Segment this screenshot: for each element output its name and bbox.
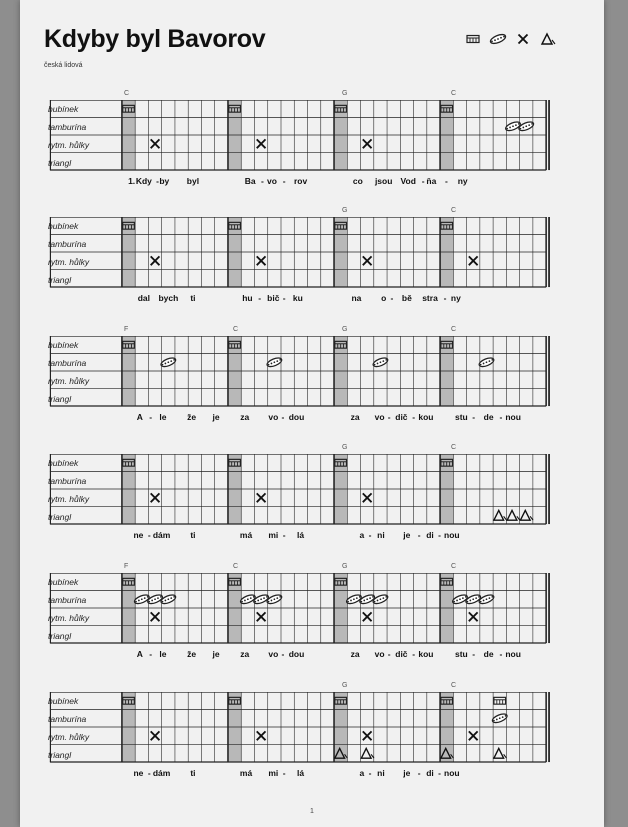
tambourine-note-icon [491, 712, 508, 724]
lyric-syllable: za [350, 412, 360, 422]
tambourine-note-icon [478, 356, 495, 368]
cross-note-icon [151, 612, 160, 621]
lyric-syllable: mi [268, 768, 279, 778]
lyric-syllable: je [403, 768, 411, 778]
lyric-syllable: Vod [400, 176, 416, 186]
lyric-syllable: rov [293, 176, 308, 186]
lyric-syllable: má [239, 768, 253, 778]
lyric-syllable: - [282, 176, 286, 186]
tambourine-note-icon [160, 356, 177, 368]
lyric-syllable: - [147, 530, 151, 540]
instrument-label: bubínek [48, 104, 79, 114]
legend-drum-icon [467, 36, 479, 43]
tambourine-note-icon [160, 593, 177, 605]
lyric-syllable: stra [422, 293, 438, 303]
lyric-syllable: - [499, 412, 503, 422]
cross-note-icon [363, 493, 372, 502]
lyric-syllable: - [281, 412, 285, 422]
lyric-syllable: byl [186, 176, 200, 186]
tambourine-note-icon [133, 593, 150, 605]
lyric-syllable: - [282, 768, 286, 778]
lyric-syllable: mi [268, 530, 279, 540]
cross-note-icon [469, 256, 478, 265]
lyric-syllable: - [149, 412, 153, 422]
instrument-label: rytm. hůlky [48, 140, 90, 150]
instrument-label: triangl [48, 158, 72, 168]
lyric-syllable: - [147, 768, 151, 778]
lyrics-line [44, 176, 558, 190]
legend-triangle-icon [542, 34, 555, 44]
lyric-syllable: di [426, 768, 434, 778]
lyric-syllable: vo [266, 176, 277, 186]
lyric-syllable: za [240, 649, 250, 659]
instrument-label: tamburína [48, 122, 87, 132]
lyric-syllable: ti [190, 530, 196, 540]
rhythm-grid [44, 336, 554, 408]
lyrics-line [44, 530, 558, 544]
triangle-note-icon [361, 748, 374, 758]
rhythm-grid [44, 100, 554, 172]
lyric-syllable: le [159, 649, 167, 659]
lyric-syllable: vo [374, 412, 385, 422]
lyric-syllable: - [412, 649, 416, 659]
lyric-syllable: de [483, 649, 494, 659]
cross-note-icon [257, 139, 266, 148]
lyric-syllable: dou [288, 412, 305, 422]
instrument-label: bubínek [48, 221, 79, 231]
lyric-syllable: - [281, 649, 285, 659]
lyric-syllable: vo [268, 649, 279, 659]
lyric-syllable: kou [418, 649, 434, 659]
lyric-syllable: dal [137, 293, 151, 303]
lyric-syllable: - [156, 176, 159, 186]
instrument-label: triangl [48, 750, 72, 760]
instrument-label: rytm. hůlky [48, 376, 90, 386]
lyric-syllable: ne [133, 530, 144, 540]
lyric-syllable: - [258, 293, 262, 303]
lyric-syllable: di [426, 530, 434, 540]
chord-symbol: C [451, 326, 457, 333]
lyric-syllable: dám [152, 768, 171, 778]
instrument-label: triangl [48, 275, 72, 285]
lyric-syllable: - [438, 530, 441, 540]
lyric-syllable: - [421, 176, 425, 186]
lyric-syllable: - [368, 530, 372, 540]
lyric-syllable: ti [190, 768, 196, 778]
chord-symbol: C [451, 444, 457, 451]
chord-symbol: G [342, 90, 348, 97]
cross-note-icon [257, 256, 266, 265]
tambourine-note-icon [266, 593, 283, 605]
lyric-syllable: A [136, 649, 143, 659]
lyric-syllable: že [187, 649, 197, 659]
tambourine-note-icon [266, 356, 283, 368]
lyric-syllable: ni [377, 530, 385, 540]
lyric-syllable: by [159, 176, 170, 186]
chord-symbol: G [342, 563, 348, 570]
lyric-syllable: - [149, 649, 153, 659]
chord-symbol: G [342, 682, 348, 689]
rhythm-grid [44, 692, 554, 764]
lyric-syllable: - [438, 768, 441, 778]
lyric-syllable: stu [454, 412, 468, 422]
instrument-label: rytm. hůlky [48, 494, 90, 504]
lyric-syllable: ne [133, 768, 144, 778]
chord-symbol: F [124, 563, 129, 570]
instrument-label: triangl [48, 512, 72, 522]
lyric-syllable: de [483, 412, 494, 422]
lyric-syllable: ti [190, 293, 196, 303]
cross-note-icon [469, 612, 478, 621]
instrument-label: tamburína [48, 714, 87, 724]
score-system [44, 682, 558, 782]
lyric-syllable: o [381, 293, 387, 303]
lyric-syllable: že [187, 412, 197, 422]
lyric-syllable: - [444, 176, 448, 186]
score-system [44, 207, 558, 307]
song-title: Kdyby byl Bavorov [44, 25, 266, 53]
lyric-syllable: kou [418, 412, 434, 422]
tambourine-note-icon [372, 356, 389, 368]
instrument-legend [464, 30, 574, 48]
lyric-syllable: na [351, 293, 362, 303]
instrument-label: rytm. hůlky [48, 732, 90, 742]
lyric-syllable: vo [268, 412, 279, 422]
cross-note-icon [151, 493, 160, 502]
score-system [44, 563, 558, 663]
song-subtitle: česká lidová [44, 62, 83, 69]
legend-cross-icon [519, 35, 528, 44]
lyric-syllable: dič [395, 649, 408, 659]
instrument-label: rytm. hůlky [48, 613, 90, 623]
lyric-syllable: - [417, 530, 421, 540]
instrument-label: rytm. hůlky [48, 257, 90, 267]
lyric-syllable: jsou [374, 176, 393, 186]
lyric-syllable: lá [297, 530, 305, 540]
lyric-syllable: za [240, 412, 250, 422]
lyric-syllable: - [472, 412, 476, 422]
lyric-syllable: - [499, 649, 503, 659]
instrument-label: bubínek [48, 696, 79, 706]
lyric-syllable: co [352, 176, 363, 186]
chord-symbol: C [233, 326, 239, 333]
tambourine-note-icon [465, 593, 482, 605]
lyric-syllable: - [443, 293, 447, 303]
instrument-label: bubínek [48, 340, 79, 350]
chord-symbol: G [342, 326, 348, 333]
lyric-syllable: ku [292, 293, 303, 303]
lyric-syllable: hu [242, 293, 253, 303]
score-system [44, 90, 558, 190]
tambourine-note-icon [345, 593, 362, 605]
lyric-syllable: nou [505, 412, 521, 422]
instrument-label: bubínek [48, 458, 79, 468]
cross-note-icon [151, 731, 160, 740]
lyric-syllable: A [136, 412, 143, 422]
tambourine-note-icon [478, 593, 495, 605]
triangle-note-icon [494, 510, 507, 520]
cross-note-icon [363, 256, 372, 265]
rhythm-grid [44, 217, 554, 289]
instrument-label: bubínek [48, 577, 79, 587]
instrument-label: triangl [48, 631, 72, 641]
lyrics-line [44, 412, 558, 426]
cross-note-icon [257, 493, 266, 502]
tambourine-note-icon [372, 593, 389, 605]
triangle-note-icon [494, 748, 507, 758]
tambourine-note-icon [359, 593, 376, 605]
lyric-syllable: - [412, 412, 416, 422]
instrument-label: tamburína [48, 595, 87, 605]
lyric-syllable: je [403, 530, 411, 540]
chord-symbol: C [233, 563, 239, 570]
chord-symbol: C [451, 90, 457, 97]
lyric-syllable: - [368, 768, 372, 778]
lyric-syllable: a [359, 768, 365, 778]
score-system [44, 444, 558, 544]
lyric-syllable: a [359, 530, 365, 540]
lyric-syllable: lá [297, 768, 305, 778]
lyric-syllable: - [390, 293, 394, 303]
lyric-syllable: - [282, 530, 286, 540]
lyric-syllable: nou [444, 768, 460, 778]
lyric-syllable: ňa [426, 176, 437, 186]
tambourine-note-icon [505, 120, 522, 132]
lyric-syllable: 1. [128, 176, 136, 186]
chord-symbol: C [124, 90, 130, 97]
chord-symbol: C [451, 682, 457, 689]
lyric-syllable: dič [395, 412, 408, 422]
cross-note-icon [151, 256, 160, 265]
cross-note-icon [151, 139, 160, 148]
lyric-syllable: ny [450, 293, 461, 303]
lyric-syllable: - [417, 768, 421, 778]
lyric-syllable: - [472, 649, 476, 659]
lyric-syllable: nou [444, 530, 460, 540]
lyric-syllable: ny [457, 176, 468, 186]
lyric-syllable: je [212, 412, 220, 422]
chord-symbol: C [451, 207, 457, 214]
lyrics-line [44, 768, 558, 782]
lyric-syllable: bě [401, 293, 412, 303]
cross-note-icon [257, 731, 266, 740]
instrument-label: tamburína [48, 476, 87, 486]
cross-note-icon [469, 731, 478, 740]
instrument-label: tamburína [48, 358, 87, 368]
lyric-syllable: Ba [244, 176, 256, 186]
tambourine-note-icon [239, 593, 256, 605]
cross-note-icon [363, 139, 372, 148]
lyrics-line [44, 293, 558, 307]
chord-symbol: C [451, 563, 457, 570]
lyric-syllable: dou [288, 649, 305, 659]
drum-note-icon [494, 697, 506, 704]
lyric-syllable: - [261, 176, 264, 186]
chord-symbol: G [342, 444, 348, 451]
triangle-note-icon [520, 510, 533, 520]
lyric-syllable: nou [505, 649, 521, 659]
cross-note-icon [257, 612, 266, 621]
score-system [44, 326, 558, 426]
tambourine-note-icon [518, 120, 535, 132]
lyric-syllable: - [282, 293, 286, 303]
triangle-note-icon [507, 510, 520, 520]
cross-note-icon [363, 612, 372, 621]
music-sheet [20, 0, 604, 827]
cross-note-icon [363, 731, 372, 740]
legend-tambourine-icon [489, 33, 506, 45]
lyric-syllable: za [350, 649, 360, 659]
lyrics-line [44, 649, 558, 663]
instrument-label: tamburína [48, 239, 87, 249]
lyric-syllable: vo [374, 649, 385, 659]
page-number: 1 [310, 808, 314, 815]
lyric-syllable: je [212, 649, 220, 659]
tambourine-note-icon [253, 593, 270, 605]
tambourine-note-icon [451, 593, 468, 605]
rhythm-grid [44, 454, 554, 526]
instrument-label: triangl [48, 394, 72, 404]
tambourine-note-icon [147, 593, 164, 605]
rhythm-grid [44, 573, 554, 645]
lyric-syllable: Kdy [135, 176, 152, 186]
lyric-syllable: bych [158, 293, 179, 303]
chord-symbol: G [342, 207, 348, 214]
lyric-syllable: dám [152, 530, 171, 540]
lyric-syllable: - [387, 649, 391, 659]
lyric-syllable: - [387, 412, 391, 422]
lyric-syllable: le [159, 412, 167, 422]
lyric-syllable: má [239, 530, 253, 540]
lyric-syllable: ni [377, 768, 385, 778]
lyric-syllable: stu [454, 649, 468, 659]
lyric-syllable: bič [267, 293, 280, 303]
chord-symbol: F [124, 326, 129, 333]
